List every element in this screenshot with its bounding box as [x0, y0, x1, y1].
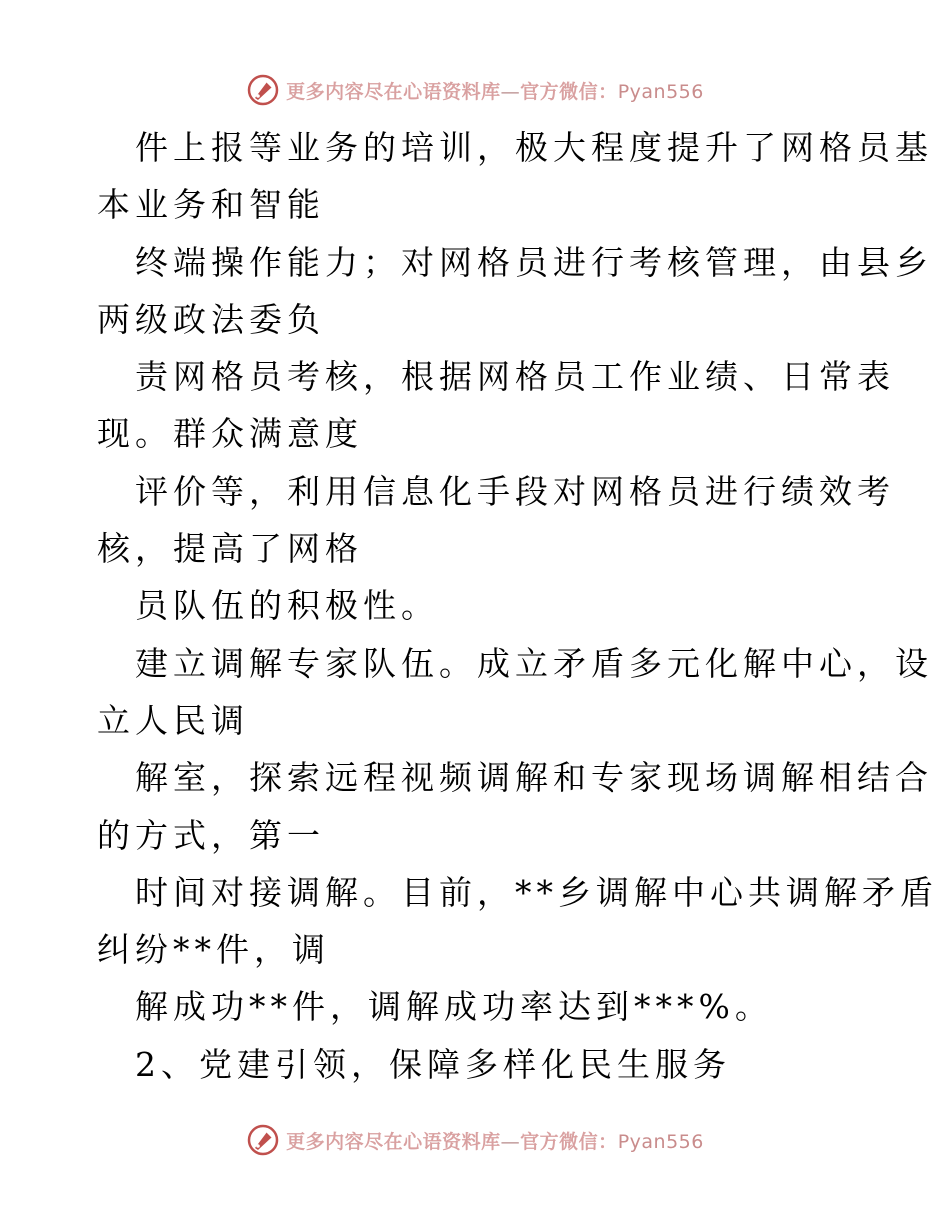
body-line: 解室，探索远程视频调解和专家现场调解相结合 — [135, 758, 933, 798]
body-line: 责网格员考核，根据网格员工作业绩、日常表 — [135, 357, 895, 397]
body-line: 本业务和智能 — [97, 185, 325, 225]
watermark-separator: — — [500, 80, 521, 103]
body-line: 立人民调 — [97, 700, 249, 740]
body-line: 时间对接调解。目前，**乡调解中心共调解矛盾 — [135, 872, 938, 912]
section-heading: 2、党建引领，保障多样化民生服务 — [135, 1044, 731, 1084]
pen-nib-icon — [246, 1123, 280, 1157]
document-body — [97, 119, 938, 1093]
body-line: 件上报等业务的培训，极大程度提升了网格员基 — [135, 128, 933, 167]
watermark-account: Pyan556 — [617, 80, 704, 103]
body-line: 评价等，利用信息化手段对网格员进行绩效考 — [135, 471, 895, 511]
body-line: 的方式，第一 — [97, 815, 325, 855]
watermark-text — [286, 77, 704, 104]
body-line: 解成功**件，调解成功率达到***%。 — [135, 987, 773, 1027]
body-line: 现。群众满意度 — [97, 414, 363, 454]
body-line: 纠纷**件，调 — [97, 930, 330, 970]
body-line: 核，提高了网格 — [97, 529, 363, 569]
watermark-official: 官方微信： — [520, 80, 618, 103]
body-line: 两级政法委负 — [97, 299, 325, 339]
watermark-separator: — — [500, 1130, 521, 1153]
body-line: 建立调解专家队伍。成立矛盾多元化解中心，设 — [135, 643, 933, 683]
body-line: 终端操作能力；对网格员进行考核管理，由县乡 — [135, 242, 933, 282]
watermark-brand: 更多内容尽在心语资料库 — [286, 1130, 501, 1153]
header-watermark — [0, 70, 950, 110]
watermark-text — [286, 1127, 704, 1154]
body-line: 员队伍的积极性。 — [135, 586, 439, 626]
watermark-official: 官方微信： — [520, 1130, 618, 1153]
footer-watermark — [0, 1120, 950, 1160]
watermark-brand: 更多内容尽在心语资料库 — [286, 80, 501, 103]
pen-nib-icon — [246, 73, 280, 107]
watermark-account: Pyan556 — [617, 1130, 704, 1153]
